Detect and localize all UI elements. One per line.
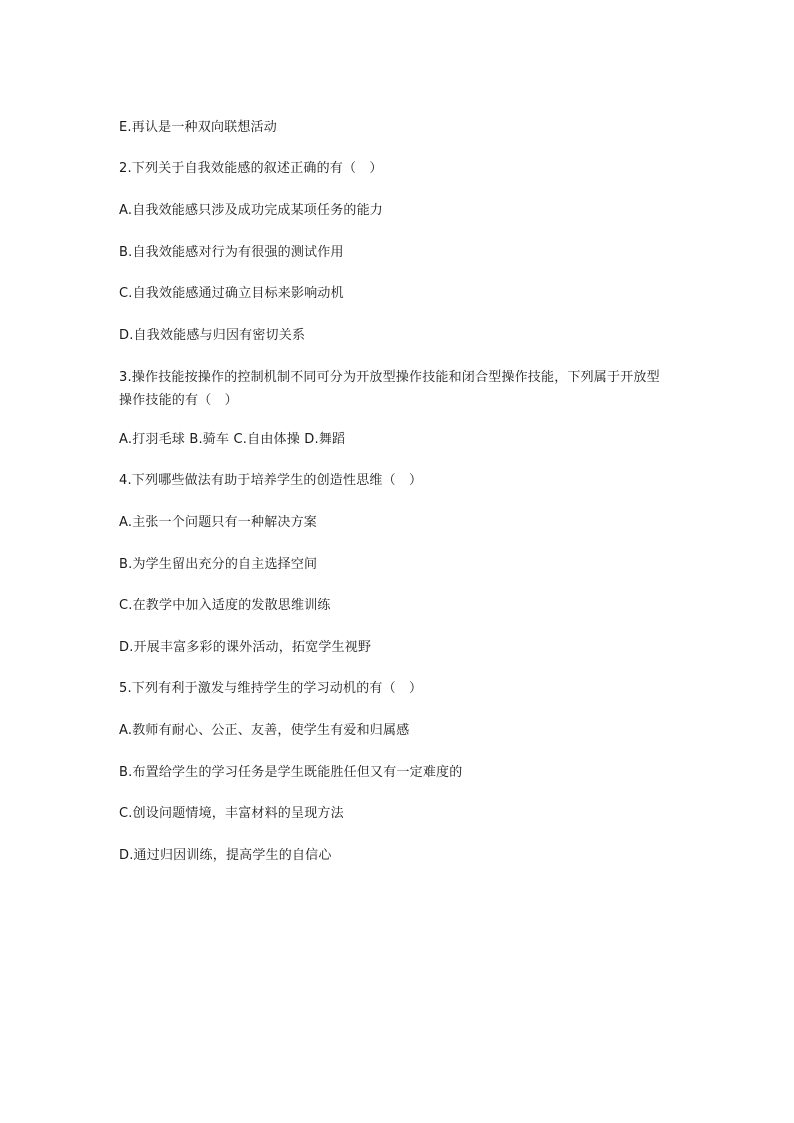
question-3-options: A.打羽毛球 B.骑车 C.自由体操 D.舞蹈 <box>119 432 346 447</box>
question-2-stem: 2.下列关于自我效能感的叙述正确的有（ ） <box>119 161 383 176</box>
question-4-option-b: B.为学生留出充分的自主选择空间 <box>119 557 318 572</box>
question-5-option-b: B.布置给学生的学习任务是学生既能胜任但又有一定难度的 <box>119 765 463 780</box>
question-2-option-d: D.自我效能感与归因有密切关系 <box>119 328 306 343</box>
question-2-option-a: A.自我效能感只涉及成功完成某项任务的能力 <box>119 203 383 218</box>
question-5-option-c: C.创设问题情境，丰富材料的呈现方法 <box>119 806 344 821</box>
question-4-stem: 4.下列哪些做法有助于培养学生的创造性思维（ ） <box>119 473 423 488</box>
question-5-option-d: D.通过归因训练，提高学生的自信心 <box>119 848 332 863</box>
question-4-option-a: A.主张一个问题只有一种解决方案 <box>119 515 317 530</box>
question-2-option-b: B.自我效能感对行为有很强的测试作用 <box>119 245 344 260</box>
question-5-option-a: A.教师有耐心、公正、友善，使学生有爱和归属感 <box>119 723 410 738</box>
option-e-recognition: E.再认是一种双向联想活动 <box>119 120 277 135</box>
question-4-option-d: D.开展丰富多彩的课外活动，拓宽学生视野 <box>119 640 372 655</box>
question-3-stem: 3.操作技能按操作的控制机制不同可分为开放型操作技能和闭合型操作技能，下列属于开放型操作技能的有（ ） <box>119 370 660 408</box>
question-4-option-c: C.在教学中加入适度的发散思维训练 <box>119 598 331 613</box>
question-5-stem: 5.下列有利于激发与维持学生的学习动机的有（ ） <box>119 681 423 696</box>
question-2-option-c: C.自我效能感通过确立目标来影响动机 <box>119 286 344 301</box>
